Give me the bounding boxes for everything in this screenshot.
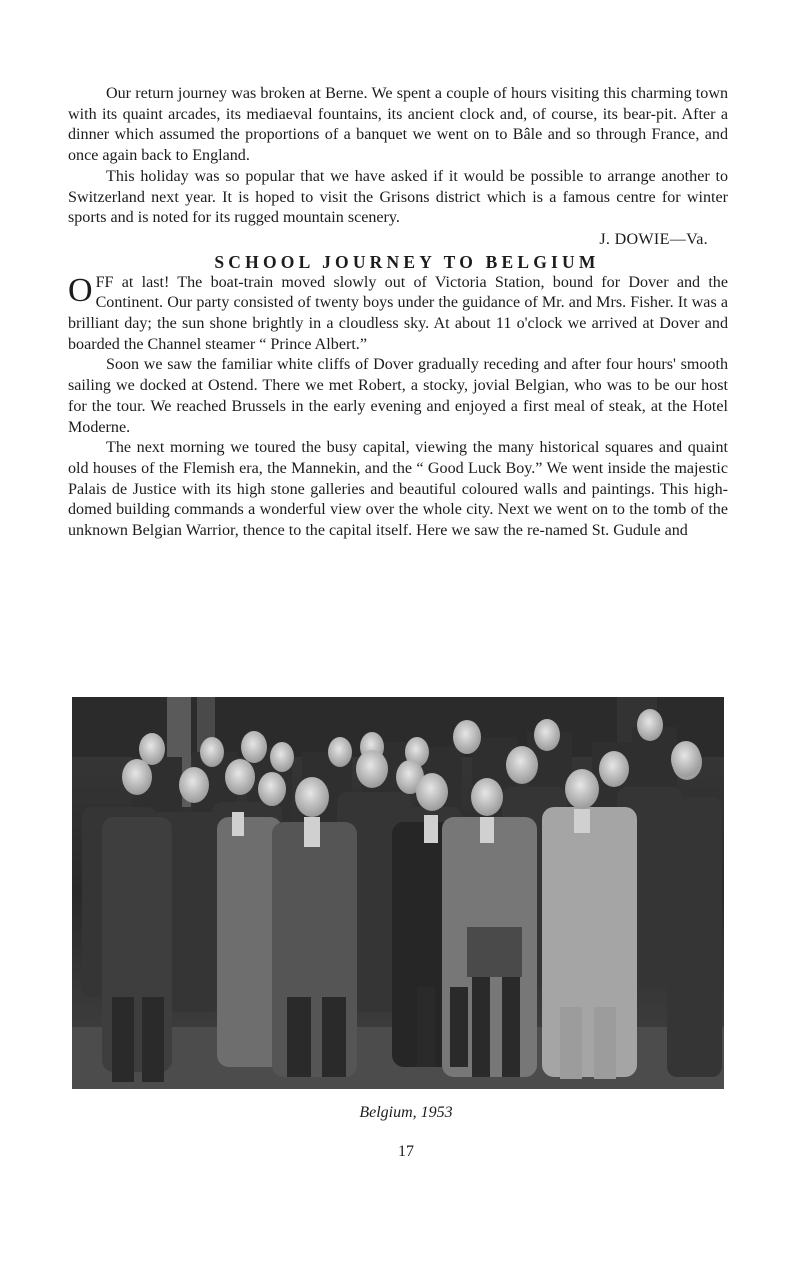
paragraph-next-morning: The next morning we toured the busy capital, viewing the many historical squares and quaint old houses of the Flemish era, the Mannekin, and the “ Good Luck Boy.” We went inside the majestic Palais de Justice with its high stone galleries and beautiful coloured walls and paintings. This high-domed building commands a wonderful view over the whole city. Next we went on to the tomb of the unknown Belgian Warrior, thence to the capital itself. Here we saw the re-named St. Gudule and: [68, 439, 728, 540]
author-signature: J. DOWIE—Va.: [599, 230, 708, 248]
paragraph-return-journey: Our return journey was broken at Berne. We spent a couple of hours visiting this charming town with its quaint arcades, its mediaeval fountains, its ancient clock and, of course, its bear-pit. After a dinner which assumed the proportions of a banquet we went on to Bâle and so through France, and once again back to England.: [68, 85, 728, 165]
article-heading: SCHOOL JOURNEY TO BELGIUM: [214, 251, 600, 272]
page-body: [68, 84, 728, 542]
paragraph-white-cliffs: Soon we saw the familiar white cliffs of Dover gradually receding and after four hours' smooth sailing we docked at Ostend. There we met Robert, a stocky, jovial Belgian, who was to be our host for the tour. We reached Brussels in the early evening and enjoyed a first meal of steak, at the Hotel Moderne.: [68, 356, 728, 436]
photo-caption: Belgium, 1953: [359, 1104, 453, 1121]
paragraph-off-at-last: OFF at last! The boat-train moved slowly out of Victoria Station, bound for Dover and the Continent. Our party consisted of twenty boys under the guidance of Mr. and Mrs. Fisher. It was a brilliant day; the sun shone brightly in a cloudless sky. At about 11 o'clock we arrived at Dover and boarded the Channel steamer “ Prince Albert.”: [68, 271, 728, 353]
page-number: 17: [398, 1143, 414, 1160]
group-photo: [72, 697, 724, 1089]
paragraph-holiday-popular: This holiday was so popular that we have asked if it would be possible to arrange another to Switzerland next year. It is hoped to visit the Grisons district which is a famous centre for winter sports and is noted for its rugged mountain scenery.: [68, 167, 728, 227]
